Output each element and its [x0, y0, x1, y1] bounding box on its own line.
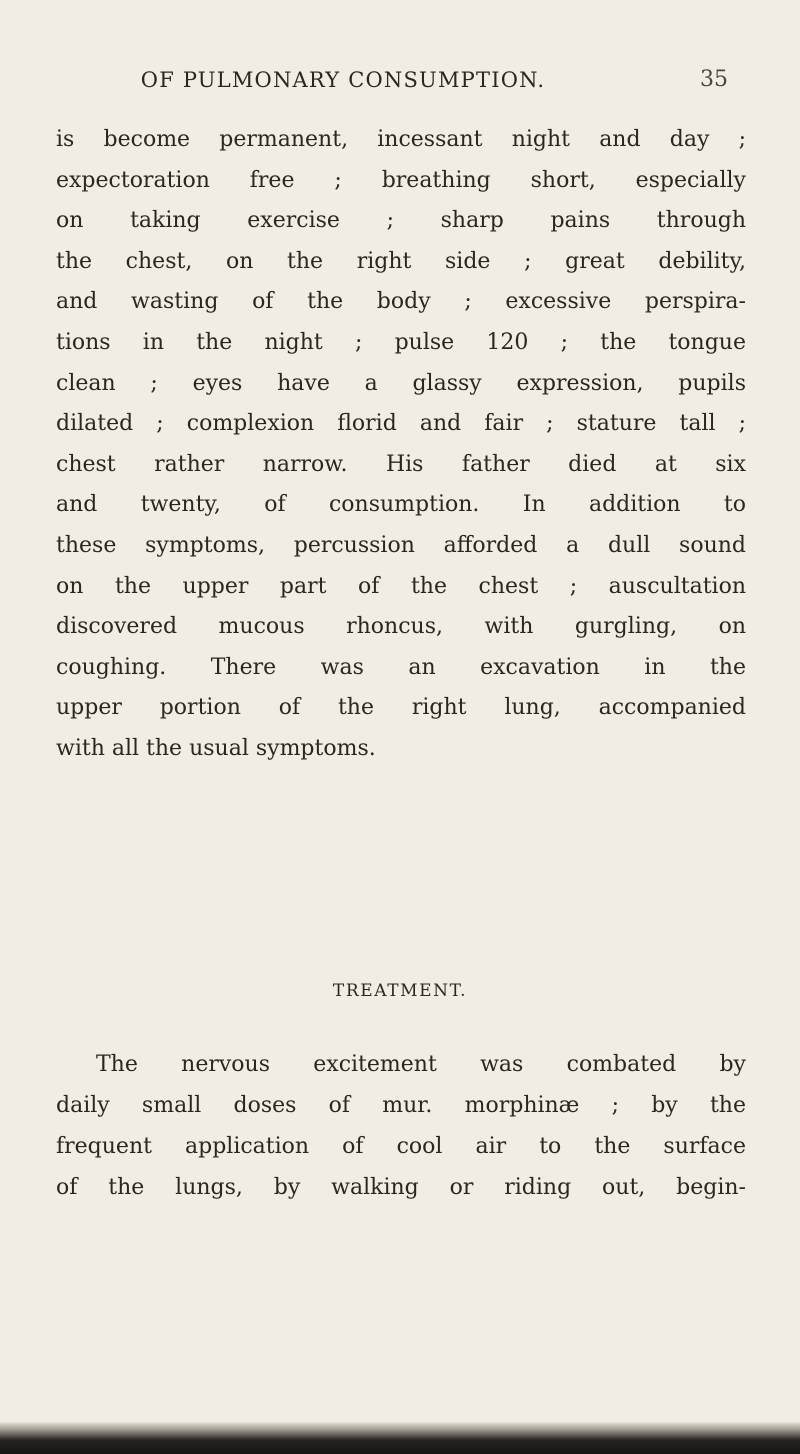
text-line: these symptoms, percussion afforded a dull sound [56, 532, 746, 558]
text-line: of the lungs, by walking or riding out, begin- [56, 1175, 746, 1200]
text-line: the chest, on the right side ; great debility, [56, 248, 746, 274]
running-head [88, 62, 728, 98]
text-line: The nervous excitement was combated by [96, 1052, 746, 1077]
section-heading-treatment: TREATMENT. [332, 981, 468, 1001]
text-line: expectoration free ; breathing short, especially [56, 167, 746, 193]
treatment-paragraph [56, 1044, 746, 1208]
text-line: coughing. There was an excavation in the [56, 654, 746, 680]
text-line: daily small doses of mur. morphinæ ; by the [56, 1093, 746, 1118]
text-line: upper portion of the right lung, accompanied [56, 695, 746, 721]
text-line: frequent application of cool air to the surface [56, 1134, 746, 1159]
running-title: OF PULMONARY CONSUMPTION. [140, 68, 546, 92]
text-line: discovered mucous rhoncus, with gurgling, on [56, 614, 746, 640]
page-bottom-edge-shadow [0, 1422, 800, 1454]
text-line: tions in the night ; pulse 120 ; the tongue [56, 329, 746, 355]
text-line: is become permanent, incessant night and day ; [56, 127, 746, 152]
text-line: and twenty, of consumption. In addition to [56, 492, 746, 518]
text-line: and wasting of the body ; excessive perspira- [56, 289, 746, 315]
case-description-paragraph [56, 120, 746, 770]
text-line: on the upper part of the chest ; auscultation [56, 573, 746, 599]
text-line: on taking exercise ; sharp pains through [56, 208, 746, 234]
text-line: clean ; eyes have a glassy expression, pupils [56, 370, 746, 396]
text-line: dilated ; complexion florid and fair ; stature tall ; [56, 411, 746, 437]
page-number: 35 [700, 67, 728, 92]
text-line: with all the usual symptoms. [56, 735, 376, 761]
text-line: chest rather narrow. His father died at six [56, 451, 746, 477]
